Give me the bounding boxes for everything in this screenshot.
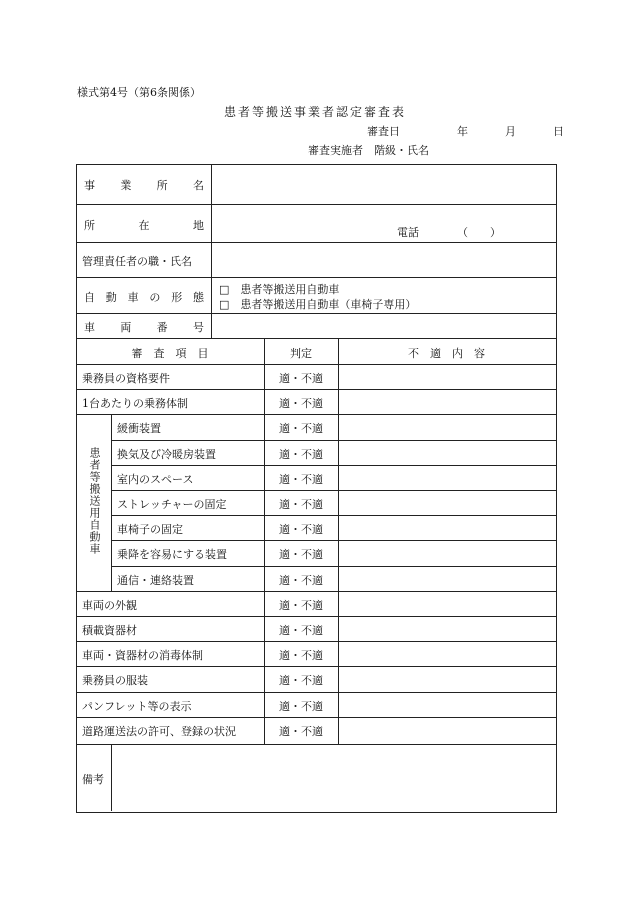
column-header-deficiency: 不 適 内 容 bbox=[408, 347, 485, 360]
review-item-label: 1台あたりの乗務体制 bbox=[82, 397, 188, 410]
year-label: 年 bbox=[457, 125, 468, 138]
review-item-label: パンフレット等の表示 bbox=[82, 700, 192, 713]
review-item-label: 積載資器材 bbox=[82, 624, 137, 637]
location-label-char: 所 bbox=[84, 219, 95, 232]
vehicle-group-label: 患者等搬送用自動車 bbox=[88, 447, 101, 555]
judgement-select[interactable]: 適・不適 bbox=[279, 624, 323, 637]
review-item-label: 換気及び冷暖房装置 bbox=[117, 448, 216, 461]
vehicle-number-label-char: 両 bbox=[120, 321, 132, 334]
vehicle-number-label-char: 番 bbox=[156, 321, 168, 334]
judgement-select[interactable]: 適・不適 bbox=[279, 574, 323, 587]
judgement-select[interactable]: 適・不適 bbox=[279, 700, 323, 713]
office-name-label-char: 所 bbox=[156, 179, 168, 192]
location-label-char: 地 bbox=[193, 219, 204, 232]
office-name-field[interactable] bbox=[213, 166, 553, 202]
vehicle-type-label-char: 態 bbox=[192, 291, 204, 304]
review-item-label: 車椅子の固定 bbox=[117, 523, 183, 536]
vehicle-number-label-char: 車 bbox=[84, 321, 95, 334]
vehicle-type-label-char: 自 bbox=[84, 291, 95, 304]
judgement-select[interactable]: 適・不適 bbox=[279, 372, 323, 385]
vehicle-type-option-wheelchair[interactable]: □ 患者等搬送用自動車（車椅子専用） bbox=[219, 298, 417, 311]
judgement-select[interactable]: 適・不適 bbox=[279, 498, 323, 511]
day-label: 日 bbox=[553, 125, 564, 138]
judgement-select[interactable]: 適・不適 bbox=[279, 674, 323, 687]
judgement-select[interactable]: 適・不適 bbox=[279, 599, 323, 612]
judgement-select[interactable]: 適・不適 bbox=[279, 725, 323, 738]
remarks-label: 備考 bbox=[82, 773, 104, 786]
judgement-select[interactable]: 適・不適 bbox=[279, 473, 323, 486]
review-date-line bbox=[367, 123, 564, 139]
office-name-label-char: 名 bbox=[192, 179, 204, 192]
judgement-select[interactable]: 適・不適 bbox=[279, 422, 323, 435]
vehicle-type-label-char: 動 bbox=[105, 291, 117, 304]
phone-label: 電話 （ ） bbox=[397, 226, 501, 239]
vehicle-number-label-char: 号 bbox=[192, 321, 204, 334]
vehicle-type-label-char: 形 bbox=[171, 291, 183, 304]
review-item-label: 通信・連絡装置 bbox=[117, 574, 194, 587]
judgement-select[interactable]: 適・不適 bbox=[279, 397, 323, 410]
office-name-label bbox=[84, 177, 204, 193]
form-number: 様式第4号（第6条関係） bbox=[77, 86, 201, 99]
judgement-select[interactable]: 適・不適 bbox=[279, 448, 323, 461]
examiner-label: 審査実施者 階級・氏名 bbox=[308, 144, 429, 157]
office-name-label-char: 事 bbox=[84, 179, 95, 192]
review-item-label: 道路運送法の許可、登録の状況 bbox=[82, 725, 236, 738]
review-item-label: ストレッチャーの固定 bbox=[117, 498, 227, 511]
review-item-label: 乗降を容易にする装置 bbox=[117, 548, 227, 561]
vehicle-type-label bbox=[84, 289, 204, 305]
month-label: 月 bbox=[505, 125, 516, 138]
vehicle-type-label-char: の bbox=[149, 291, 161, 304]
judgement-select[interactable]: 適・不適 bbox=[279, 649, 323, 662]
column-header-judgement: 判定 bbox=[290, 347, 312, 360]
vehicle-number-label bbox=[84, 319, 204, 335]
remarks-field[interactable] bbox=[113, 746, 553, 809]
review-item-label: 車両の外観 bbox=[82, 599, 137, 612]
manager-label: 管理責任者の職・氏名 bbox=[82, 255, 192, 268]
judgement-select[interactable]: 適・不適 bbox=[279, 548, 323, 561]
review-item-label: 車両・資器材の消毒体制 bbox=[82, 649, 203, 662]
document-title: 患者等搬送事業者認定審査表 bbox=[223, 105, 406, 119]
judgement-select[interactable]: 適・不適 bbox=[279, 523, 323, 536]
review-date-label: 審査日 bbox=[367, 125, 400, 138]
review-item-label: 乗務員の資格要件 bbox=[82, 372, 170, 385]
vehicle-type-label-char: 車 bbox=[127, 291, 139, 304]
review-item-label: 室内のスペース bbox=[117, 473, 194, 486]
location-label bbox=[84, 217, 204, 233]
review-item-label: 乗務員の服装 bbox=[82, 674, 148, 687]
office-name-label-char: 業 bbox=[120, 179, 132, 192]
column-header-item: 審 査 項 目 bbox=[131, 347, 209, 360]
vehicle-type-option-standard[interactable]: □ 患者等搬送用自動車 bbox=[219, 283, 340, 296]
review-item-label: 緩衝装置 bbox=[117, 422, 161, 435]
location-label-char: 在 bbox=[138, 219, 150, 232]
